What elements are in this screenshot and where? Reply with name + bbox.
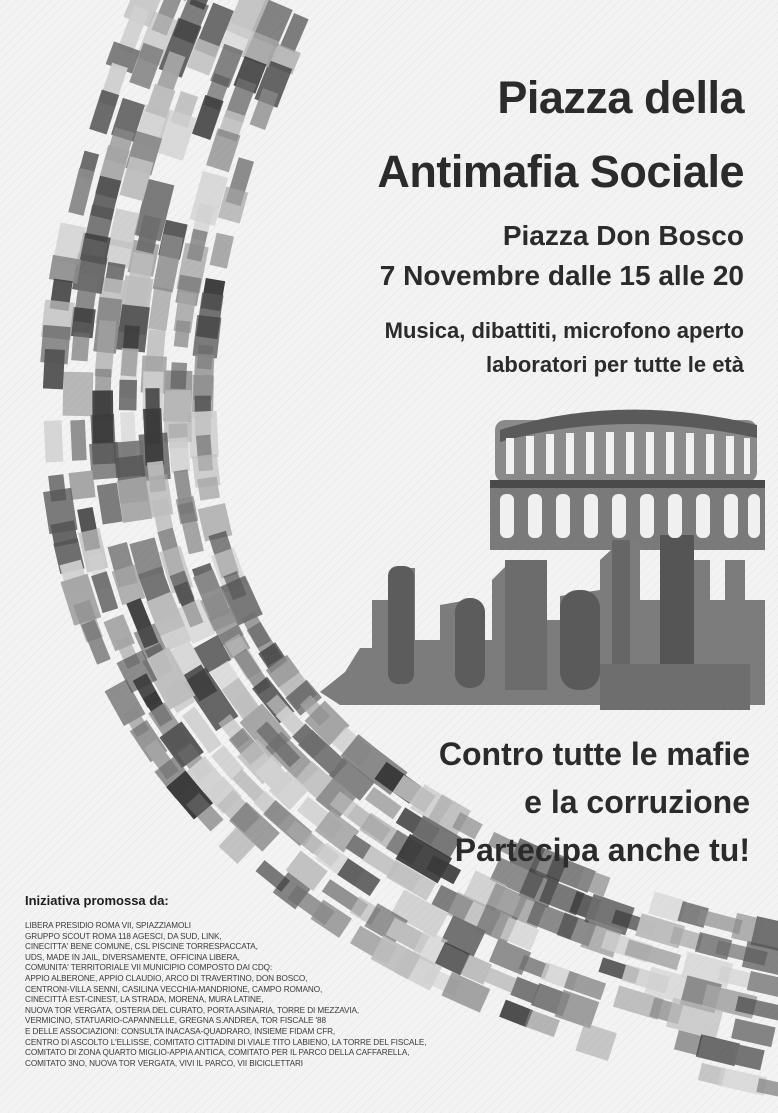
promoter-line: COMITATO 3NO, NUOVA TOR VERGATA, VIVI IL PARCO, VII BICICLETTARI <box>25 1058 303 1068</box>
promoter-line: CINECITTÀ EST-CINEST, LA STRADA, MORENA, MURA LATINE, <box>25 995 264 1005</box>
activities-line-1: Musica, dibattiti, microfono aperto <box>384 318 744 343</box>
promoter-line: COMUNITA' TERRITORIALE VII MUNICIPIO COMPOSTO DAI CDQ: <box>25 963 273 973</box>
slogan-line-2: e la corruzione <box>524 784 750 820</box>
location-text: Piazza Don Bosco <box>502 220 744 251</box>
promoter-line: CENTRONI-VILLA SENNI, CASILINA VECCHIA-MANDRIONE, CAMPO ROMANO, <box>25 984 323 994</box>
promoter-line: VERMICINO, STATUARIO-CAPANNELLE, GREGNA S.ANDREA, TOR FISCALE '88 <box>25 1016 326 1026</box>
date-time-text: 7 Novembre dalle 15 alle 20 <box>379 260 744 291</box>
promoters-list <box>25 921 455 1069</box>
promoter-line: COMITATO DI ZONA QUARTO MIGLIO-APPIA ANTICA, COMITATO PER IL PARCO DELLA CAFFARELLA, <box>25 1048 410 1058</box>
promoter-line: APPIO ALBERONE, APPIO CLAUDIO, ARCO DI TRAVERTINO, DON BOSCO, <box>25 973 308 983</box>
promoter-line: E DELLE ASSOCIAZIONI: CONSULTA INACASA-QUADRARO, INSIEME FIDAM CFR, <box>25 1026 336 1036</box>
slogan-line-3: Partecipa anche tu! <box>454 832 750 868</box>
promoter-line: NUOVA TOR VERGATA, OSTERIA DEL CURATO, PORTA ASINARIA, TORRE DI MEZZAVIA, <box>25 1005 360 1015</box>
promoted-by-heading: Iniziativa promossa da: <box>25 893 169 908</box>
title-line-1: Piazza della <box>497 72 744 123</box>
promoter-line: UDS, MADE IN JAIL, DIVERSAMENTE, OFFICINA LIBERA, <box>25 952 240 962</box>
promoter-line: LIBERA PRESIDIO ROMA VII, SPIAZZIAMOLI <box>25 921 191 930</box>
title-line-2: Antimafia Sociale <box>377 146 744 197</box>
promoter-line: GRUPPO SCOUT ROMA 118 AGESCI, DA SUD, LINK, <box>25 931 222 941</box>
promoter-line: CENTRO DI ASCOLTO L'ELLISSE, COMITATO CITTADINI DI VIALE TITO LABIENO, LA TORRE DEL FISCALE, <box>25 1037 427 1047</box>
slogan-line-1: Contro tutte le mafie <box>438 736 750 772</box>
promoter-line: CINECITTA' BENE COMUNE, CSL PISCINE TORRESPACCATA, <box>25 942 258 952</box>
activities-line-2: laboratori per tutte le età <box>486 352 744 377</box>
